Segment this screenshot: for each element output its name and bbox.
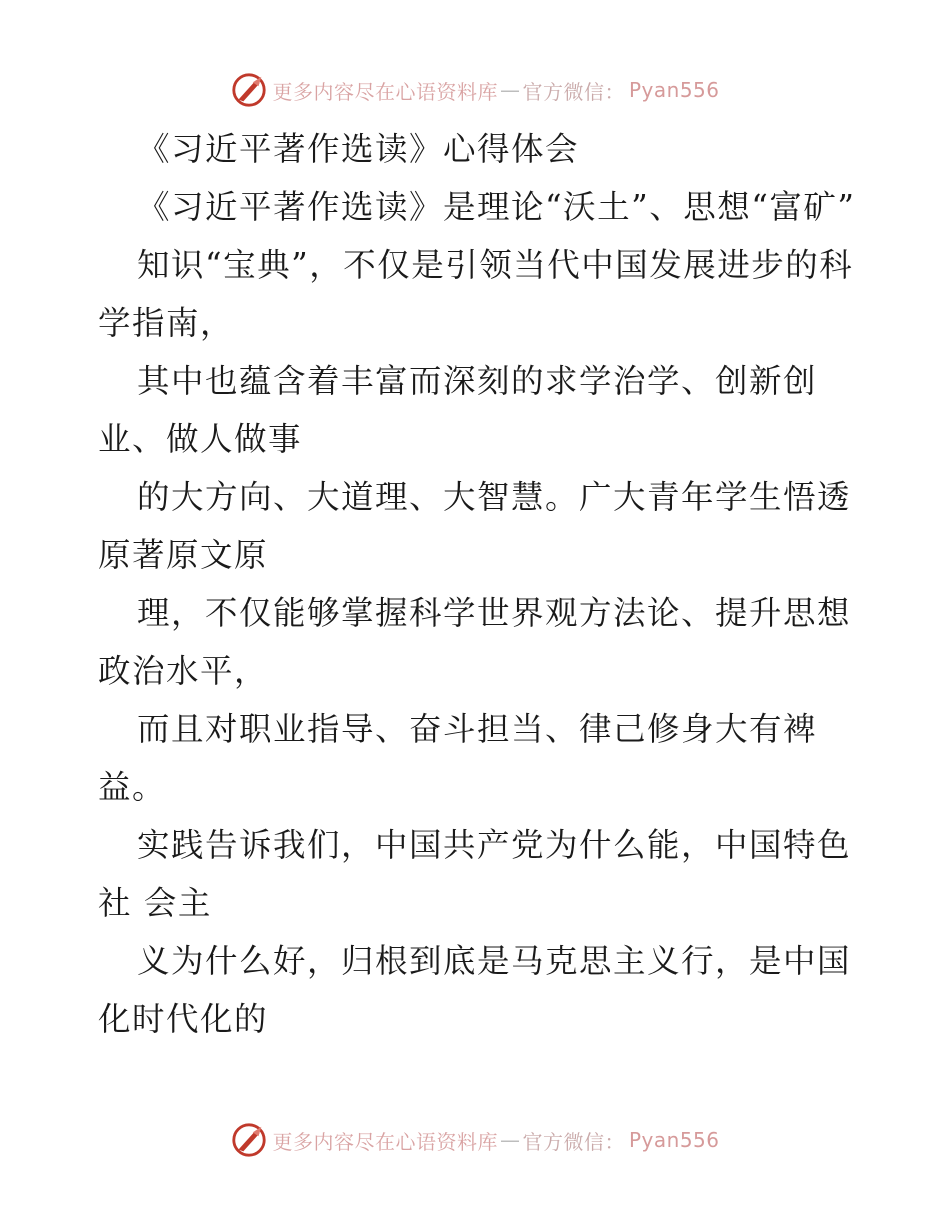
- paragraph: 其中也蕴含着丰富而深刻的求学治学、创新创业、做人做事: [98, 362, 818, 458]
- paragraph: 的大方向、大道理、大智慧。广大青年学生悟透原著原文原: [98, 478, 852, 574]
- paragraph: 实践告诉我们，中国共产党为什么能，中国特色社 会主: [98, 826, 852, 922]
- watermark-dash: —: [499, 78, 521, 102]
- paragraph: 《习近平著作选读》是理论“沃土”、思想“富矿”: [137, 188, 856, 226]
- watermark-wechat-id: Pyan556: [628, 78, 720, 102]
- watermark-wechat-id: Pyan556: [628, 1128, 720, 1152]
- watermark-wechat-label: 官方微信：: [522, 1129, 625, 1154]
- watermark-header: [0, 68, 950, 112]
- quill-pen-logo-icon: [230, 71, 268, 109]
- paragraph: 而且对职业指导、奋斗担当、律己修身大有裨益。: [98, 710, 818, 806]
- quill-pen-logo-icon: [230, 1121, 268, 1159]
- watermark-wechat-label: 官方微信：: [522, 79, 625, 104]
- paragraph: 义为什么好，归根到底是马克思主义行，是中国化时代化的: [98, 942, 852, 1038]
- paragraph: 知识“宝典”，不仅是引领当代中国发展进步的科学指南，: [98, 246, 854, 342]
- watermark-dash: —: [499, 1128, 521, 1152]
- watermark-site-text: 更多内容尽在心语资料库: [272, 79, 498, 104]
- paragraph: 理，不仅能够掌握科学世界观方法论、提升思想政治水平，: [98, 594, 852, 690]
- document-title: 《习近平著作选读》心得体会: [137, 130, 580, 168]
- watermark-site-text: 更多内容尽在心语资料库: [272, 1129, 498, 1154]
- watermark-footer: [0, 1118, 950, 1162]
- document-body: [98, 120, 858, 1048]
